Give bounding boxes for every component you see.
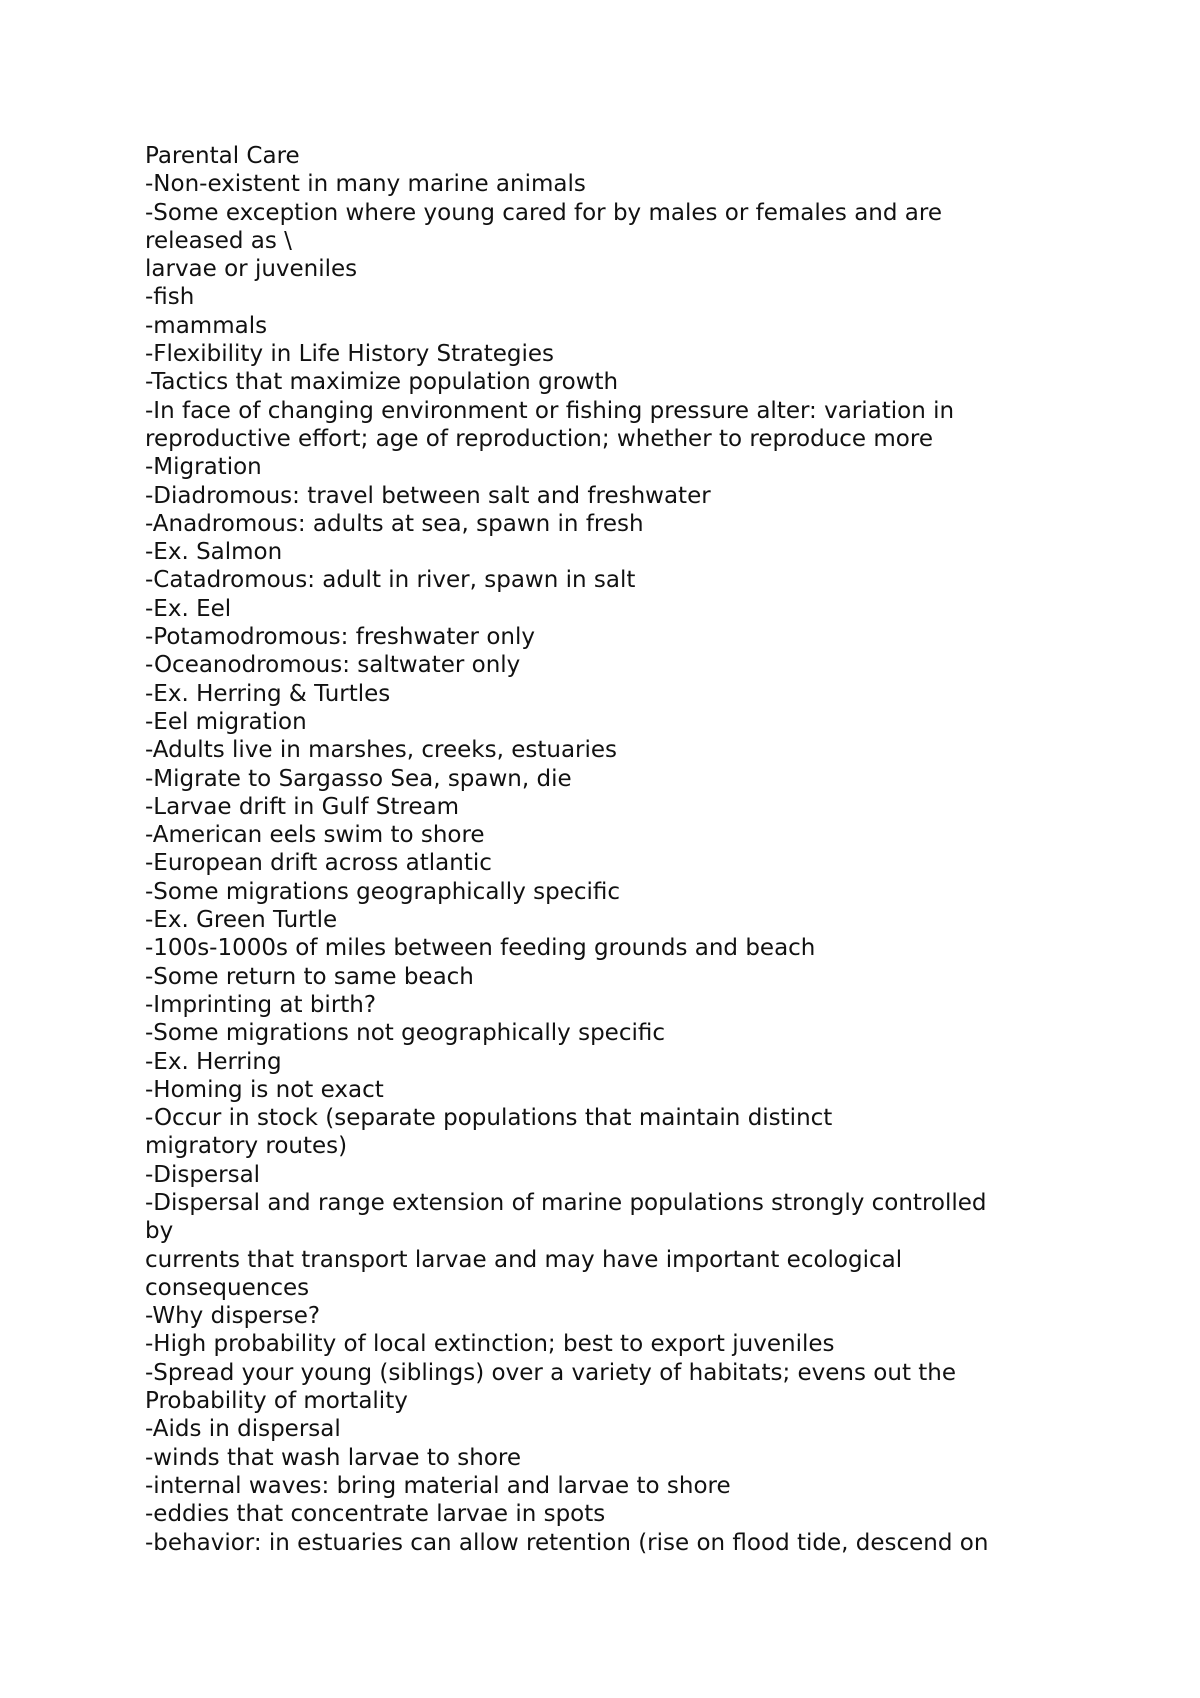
document-line: -mammals [145, 312, 268, 339]
document-line: -Aids in dispersal [145, 1416, 341, 1443]
document-line: -Some exception where young cared for by males or females and are [145, 199, 942, 226]
document-line: -Larvae drift in Gulf Stream [145, 793, 459, 820]
document-line: Probability of mortality [145, 1388, 408, 1415]
document-line: -Migrate to Sargasso Sea, spawn, die [145, 765, 572, 792]
document-line: -Homing is not exact [145, 1076, 384, 1103]
document-line: -fish [145, 284, 195, 311]
document-line: by [145, 1218, 174, 1245]
document-line: -Migration [145, 454, 262, 481]
document-line: -Ex. Salmon [145, 539, 283, 566]
document-line: -internal waves: bring material and larvae to shore [145, 1472, 731, 1499]
document-line: -behavior: in estuaries can allow retention (rise on flood tide, descend on [145, 1529, 989, 1556]
document-line: -Potamodromous: freshwater only [145, 624, 535, 651]
document-line: -Imprinting at birth? [145, 991, 377, 1018]
document-line: -Oceanodromous: saltwater only [145, 652, 521, 679]
document-line: -Some migrations not geographically specific [145, 1020, 665, 1047]
document-line: -Tactics that maximize population growth [145, 369, 619, 396]
document-line: -winds that wash larvae to shore [145, 1444, 522, 1471]
document-line: currents that transport larvae and may have important ecological [145, 1246, 903, 1273]
document-text [145, 142, 1145, 1557]
document-line: -Adults live in marshes, creeks, estuaries [145, 737, 618, 764]
document-line: -Spread your young (siblings) over a variety of habitats; evens out the [145, 1359, 957, 1386]
document-line: -Why disperse? [145, 1303, 321, 1330]
document-line: -eddies that concentrate larvae in spots [145, 1501, 606, 1528]
document-line: -High probability of local extinction; best to export juveniles [145, 1331, 835, 1358]
document-line: -In face of changing environment or fishing pressure alter: variation in [145, 397, 955, 424]
document-line: -Ex. Herring [145, 1048, 282, 1075]
document-line: -Some return to same beach [145, 963, 474, 990]
document-line: released as \ [145, 227, 292, 254]
document-line: -Non-existent in many marine animals [145, 171, 586, 198]
document-line: -Diadromous: travel between salt and freshwater [145, 482, 711, 509]
document-line: -American eels swim to shore [145, 822, 485, 849]
document-line: -100s-1000s of miles between feeding grounds and beach [145, 935, 816, 962]
document-line: larvae or juveniles [145, 256, 358, 283]
document-line: consequences [145, 1274, 310, 1301]
document-line: -Anadromous: adults at sea, spawn in fresh [145, 510, 644, 537]
document-line: -Catadromous: adult in river, spawn in salt [145, 567, 636, 594]
document-line: -Ex. Herring & Turtles [145, 680, 391, 707]
document-line: -Flexibility in Life History Strategies [145, 341, 555, 368]
document-line: -Dispersal [145, 1161, 261, 1188]
document-line: -Ex. Eel [145, 595, 232, 622]
document-line: reproductive effort; age of reproduction; whether to reproduce more [145, 425, 933, 452]
document-line: migratory routes) [145, 1133, 348, 1160]
document-line: -Occur in stock (separate populations that maintain distinct [145, 1105, 833, 1132]
document-line: -Dispersal and range extension of marine populations strongly controlled [145, 1189, 987, 1216]
document-line: -Eel migration [145, 708, 307, 735]
document-line: -Some migrations geographically specific [145, 878, 621, 905]
document-line: Parental Care [145, 143, 300, 169]
document-line: -Ex. Green Turtle [145, 907, 338, 934]
document-line: -European drift across atlantic [145, 850, 492, 877]
